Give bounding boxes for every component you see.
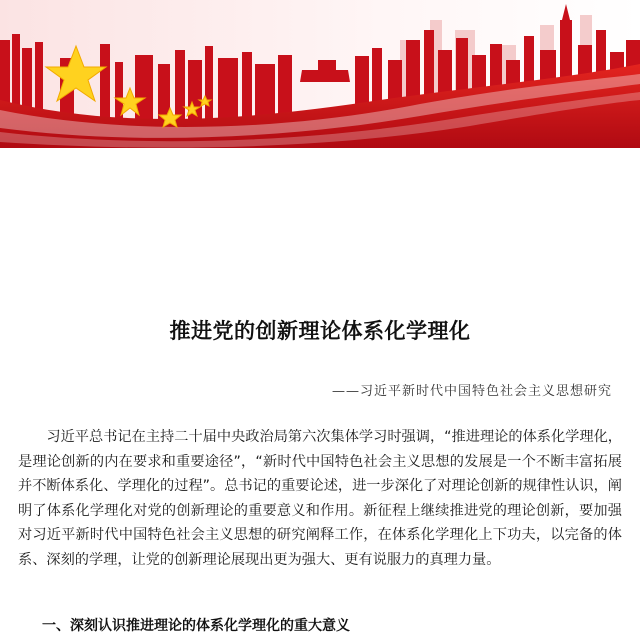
section-heading: 一、深刻认识推进理论的体系化学理化的重大意义: [42, 618, 350, 634]
header-banner: [0, 0, 640, 148]
article-title: 推进党的创新理论体系化学理化: [169, 319, 471, 343]
body-paragraph: 习近平总书记在主持二十届中央政治局第六次集体学习时强调，“推进理论的体系化学理化，是理论创新的内在要求和重要途径”，“新时代中国特色社会主义思想的发展是一个不断丰富拓展并不断体系化、学理化的过程”。总书记的重要论述，进一步深化了对理论创新的规律性认识，阐明了体系化学理化对党的创新理论的重要意义和作用。新征程上继续推进党的理论创新，要加强对习近平新时代中国特色社会主义思想的研究阐释工作，在体系化学理化上下功夫，以完备的体系、深刻的学理，让党的创新理论展现出更为强大、更有说服力的真理力量。: [18, 429, 622, 568]
article-subtitle: ——习近平新时代中国特色社会主义思想研究: [331, 384, 612, 399]
